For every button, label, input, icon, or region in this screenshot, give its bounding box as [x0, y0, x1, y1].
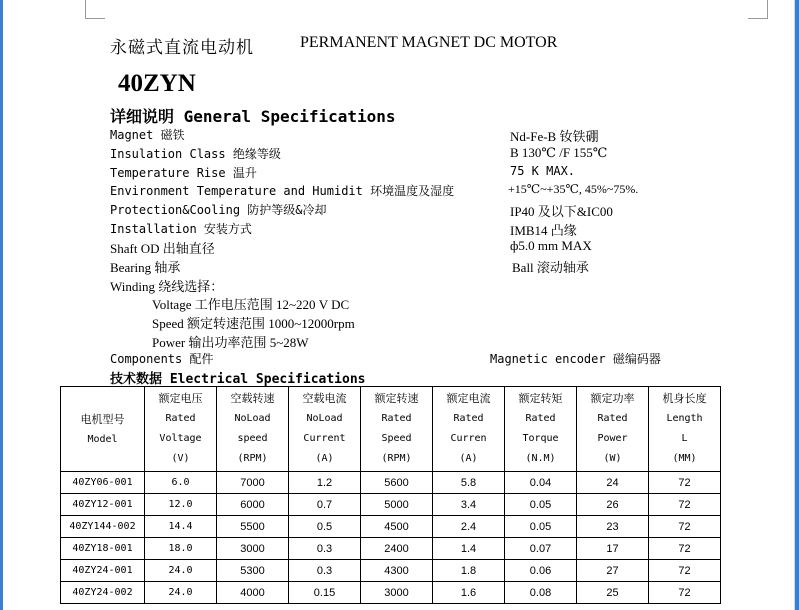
window-left-border	[0, 0, 3, 610]
table-cell: 0.06	[505, 560, 577, 582]
header-rated-power: 额定功率 Rated Power (W)	[577, 387, 649, 472]
spec-label-insulation: Insulation Class 绝缘等级	[110, 147, 281, 161]
spec-label-protection: Protection&Cooling 防护等级&冷却	[110, 203, 327, 217]
spec-value-protection: IP40 及以下&IC00	[510, 204, 613, 219]
winding-speed: Speed 额定转速范围 1000~12000rpm	[152, 316, 355, 331]
table-cell-model: 40ZY24-001	[61, 560, 145, 582]
table-cell: 14.4	[145, 516, 217, 538]
title-chinese: 永磁式直流电动机	[110, 38, 254, 58]
spec-value-environment: +15℃~+35℃, 45%~75%.	[508, 182, 639, 196]
spec-label-magnet: Magnet 磁铁	[110, 128, 185, 142]
table-cell: 72	[649, 516, 721, 538]
table-cell-model: 40ZY144-002	[61, 516, 145, 538]
table-row	[61, 472, 721, 494]
table-cell: 0.15	[289, 582, 361, 604]
table-cell: 72	[649, 494, 721, 516]
table-cell: 24.0	[145, 560, 217, 582]
spec-value-shaft: ф5.0 mm MAX	[510, 238, 592, 253]
header-length: 机身长度 Length L (MM)	[649, 387, 721, 472]
table-cell: 4000	[217, 582, 289, 604]
electrical-specifications-heading: 技术数据 Electrical Specifications	[110, 372, 366, 387]
table-row	[61, 582, 721, 604]
table-row	[61, 516, 721, 538]
header-rated-speed: 额定转速 Rated Speed (RPM)	[361, 387, 433, 472]
header-model: 电机型号 Model	[61, 387, 145, 472]
table-cell: 0.07	[505, 538, 577, 560]
header-rated-current: 额定电流 Rated Curren (A)	[433, 387, 505, 472]
table-cell: 1.8	[433, 560, 505, 582]
table-row	[61, 494, 721, 516]
winding-label: Winding 绕线选择：	[110, 279, 224, 294]
table-cell: 6.0	[145, 472, 217, 494]
table-cell-model: 40ZY24-002	[61, 582, 145, 604]
table-cell: 72	[649, 560, 721, 582]
table-cell: 1.6	[433, 582, 505, 604]
table-cell: 23	[577, 516, 649, 538]
header-noload-current: 空载电流 NoLoad Current (A)	[289, 387, 361, 472]
spec-value-temperature-rise: 75 K MAX.	[510, 164, 576, 178]
model-number: 40ZYN	[118, 70, 196, 97]
header-noload-speed: 空载转速 NoLoad speed (RPM)	[217, 387, 289, 472]
title-english: PERMANENT MAGNET DC MOTOR	[300, 34, 558, 51]
table-cell-model: 40ZY18-001	[61, 538, 145, 560]
table-row	[61, 560, 721, 582]
table-cell: 1.4	[433, 538, 505, 560]
spec-label-environment: Environment Temperature and Humidit 环境温度及湿度	[110, 184, 455, 198]
spec-value-bearing: Ball 滚动轴承	[512, 260, 589, 275]
table-cell-model: 40ZY12-001	[61, 494, 145, 516]
spec-value-magnet: Nd-Fe-B 钕铁硼	[510, 129, 599, 144]
table-cell: 0.3	[289, 538, 361, 560]
table-cell: 26	[577, 494, 649, 516]
table-cell: 2.4	[433, 516, 505, 538]
table-cell: 3000	[217, 538, 289, 560]
header-rated-voltage: 额定电压 Rated Voltage (V)	[145, 387, 217, 472]
table-cell: 4500	[361, 516, 433, 538]
winding-power: Power 输出功率范围 5~28W	[152, 335, 309, 350]
table-cell: 7000	[217, 472, 289, 494]
table-cell: 0.3	[289, 560, 361, 582]
table-cell: 3.4	[433, 494, 505, 516]
table-cell: 27	[577, 560, 649, 582]
crop-mark-right-horizontal	[748, 18, 768, 19]
spec-label-shaft: Shaft OD 出轴直径	[110, 241, 215, 256]
general-specifications-heading: 详细说明 General Specifications	[110, 107, 396, 126]
table-cell: 0.5	[289, 516, 361, 538]
spec-value-installation: IMB14 凸缘	[510, 223, 577, 238]
spec-label-installation: Installation 安装方式	[110, 222, 252, 236]
table-cell: 0.7	[289, 494, 361, 516]
header-rated-torque: 额定转矩 Rated Torque (N.M)	[505, 387, 577, 472]
table-cell: 6000	[217, 494, 289, 516]
winding-voltage: Voltage 工作电压范围 12~220 V DC	[152, 297, 350, 312]
table-cell: 0.08	[505, 582, 577, 604]
table-cell: 4300	[361, 560, 433, 582]
table-header-row	[61, 387, 721, 472]
table-cell: 5600	[361, 472, 433, 494]
table-cell-model: 40ZY06-001	[61, 472, 145, 494]
table-cell: 72	[649, 472, 721, 494]
table-cell: 2400	[361, 538, 433, 560]
crop-mark-right-vertical	[767, 0, 768, 18]
table-cell: 3000	[361, 582, 433, 604]
table-cell: 5000	[361, 494, 433, 516]
crop-mark-left-horizontal	[85, 18, 105, 19]
components-label: Components 配件	[110, 352, 214, 366]
table-cell: 5500	[217, 516, 289, 538]
table-cell: 24.0	[145, 582, 217, 604]
crop-mark-left-vertical	[85, 0, 86, 18]
components-value: Magnetic encoder 磁编码器	[490, 352, 661, 366]
spec-value-insulation: B 130℃ /F 155℃	[510, 145, 608, 160]
table-cell: 72	[649, 582, 721, 604]
spec-label-bearing: Bearing 轴承	[110, 260, 181, 275]
table-cell: 18.0	[145, 538, 217, 560]
table-cell: 0.05	[505, 494, 577, 516]
electrical-spec-table	[60, 386, 721, 604]
table-cell: 25	[577, 582, 649, 604]
table-cell: 1.2	[289, 472, 361, 494]
table-cell: 0.05	[505, 516, 577, 538]
table-cell: 72	[649, 538, 721, 560]
table-cell: 5300	[217, 560, 289, 582]
table-cell: 0.04	[505, 472, 577, 494]
table-cell: 12.0	[145, 494, 217, 516]
table-cell: 17	[577, 538, 649, 560]
spec-label-temperature-rise: Temperature Rise 温升	[110, 166, 257, 180]
table-cell: 5.8	[433, 472, 505, 494]
table-row	[61, 538, 721, 560]
window-right-border	[795, 0, 799, 610]
table-cell: 24	[577, 472, 649, 494]
